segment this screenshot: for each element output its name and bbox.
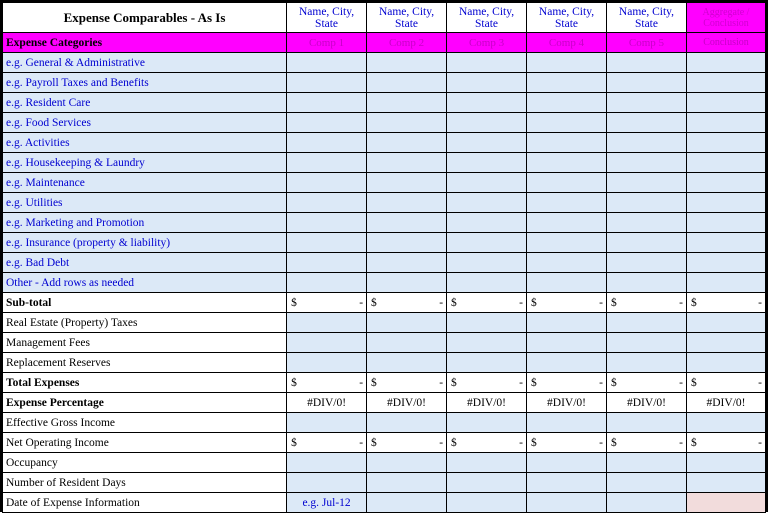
summary-value-aggregate[interactable] bbox=[686, 453, 765, 473]
summary-value-comp-5[interactable] bbox=[607, 453, 687, 473]
summary-value-comp-4[interactable] bbox=[527, 353, 607, 373]
category-value-comp-1[interactable] bbox=[287, 173, 367, 193]
category-value-comp-1[interactable] bbox=[287, 273, 367, 293]
category-value-comp-5[interactable] bbox=[607, 233, 687, 253]
category-row bbox=[3, 113, 766, 133]
summary-value-comp-1[interactable] bbox=[287, 353, 367, 373]
category-value-comp-3[interactable] bbox=[447, 193, 527, 213]
category-value-comp-3[interactable] bbox=[447, 273, 527, 293]
category-value-comp-4[interactable] bbox=[527, 93, 607, 113]
summary-value-comp-2[interactable] bbox=[367, 453, 447, 473]
summary-row bbox=[3, 453, 766, 473]
summary-value-comp-3[interactable] bbox=[447, 413, 527, 433]
category-value-comp-1[interactable] bbox=[287, 193, 367, 213]
summary-value-comp-4[interactable]: $ - bbox=[527, 293, 607, 313]
category-row bbox=[3, 133, 766, 153]
category-label[interactable]: e.g. General & Administrative bbox=[3, 53, 287, 73]
summary-value-comp-3[interactable] bbox=[447, 313, 527, 333]
summary-value-aggregate[interactable] bbox=[686, 333, 765, 353]
sheet-title: Expense Comparables - As Is bbox=[3, 3, 287, 33]
category-value-comp-3[interactable] bbox=[447, 173, 527, 193]
summary-value-comp-2[interactable] bbox=[367, 353, 447, 373]
summary-value-comp-4[interactable]: $ - bbox=[527, 373, 607, 393]
summary-value-aggregate[interactable]: $ - bbox=[686, 373, 765, 393]
aggregate-tag: Conclusion bbox=[686, 33, 765, 53]
aggregate-header[interactable]: Aggregate / Conclusion bbox=[686, 3, 765, 33]
category-label[interactable]: e.g. Maintenance bbox=[3, 173, 287, 193]
category-value-aggregate[interactable] bbox=[686, 93, 765, 113]
category-label[interactable]: e.g. Payroll Taxes and Benefits bbox=[3, 73, 287, 93]
summary-value-comp-5[interactable] bbox=[607, 413, 687, 433]
comp-header-4[interactable]: Name, City, State bbox=[527, 3, 607, 33]
summary-value-comp-3[interactable] bbox=[447, 453, 527, 473]
summary-label[interactable]: Total Expenses bbox=[3, 373, 287, 393]
category-value-comp-3[interactable] bbox=[447, 233, 527, 253]
summary-value-comp-4[interactable] bbox=[527, 453, 607, 473]
category-value-comp-2[interactable] bbox=[367, 153, 447, 173]
category-row bbox=[3, 213, 766, 233]
summary-label[interactable]: Net Operating Income bbox=[3, 433, 287, 453]
category-label[interactable]: e.g. Marketing and Promotion bbox=[3, 213, 287, 233]
date-value-comp-5[interactable] bbox=[607, 493, 687, 513]
summary-value-comp-5[interactable]: $ - bbox=[607, 373, 687, 393]
category-value-comp-1[interactable] bbox=[287, 73, 367, 93]
summary-value-comp-2[interactable]: $ - bbox=[367, 433, 447, 453]
category-label[interactable]: e.g. Bad Debt bbox=[3, 253, 287, 273]
category-value-comp-5[interactable] bbox=[607, 93, 687, 113]
summary-value-comp-1[interactable]: #DIV/0! bbox=[287, 393, 367, 413]
summary-label[interactable]: Occupancy bbox=[3, 453, 287, 473]
summary-value-comp-1[interactable]: $ - bbox=[287, 433, 367, 453]
category-label[interactable]: e.g. Food Services bbox=[3, 113, 287, 133]
summary-label[interactable]: Real Estate (Property) Taxes bbox=[3, 313, 287, 333]
category-value-aggregate[interactable] bbox=[686, 273, 765, 293]
category-value-comp-4[interactable] bbox=[527, 253, 607, 273]
summary-value-comp-3[interactable]: #DIV/0! bbox=[447, 393, 527, 413]
summary-value-comp-5[interactable]: $ - bbox=[607, 293, 687, 313]
summary-value-comp-1[interactable] bbox=[287, 473, 367, 493]
summary-row bbox=[3, 393, 766, 413]
category-value-comp-1[interactable] bbox=[287, 233, 367, 253]
expense-categories-header-row bbox=[3, 33, 766, 53]
summary-value-comp-2[interactable] bbox=[367, 413, 447, 433]
comp-header-2[interactable]: Name, City, State bbox=[367, 3, 447, 33]
summary-value-comp-5[interactable] bbox=[607, 473, 687, 493]
category-value-comp-3[interactable] bbox=[447, 53, 527, 73]
category-value-comp-4[interactable] bbox=[527, 273, 607, 293]
category-value-comp-4[interactable] bbox=[527, 73, 607, 93]
category-label[interactable]: Other - Add rows as needed bbox=[3, 273, 287, 293]
summary-value-aggregate[interactable]: $ - bbox=[686, 293, 765, 313]
comp-tag-3: Comp 3 bbox=[447, 33, 527, 53]
category-row bbox=[3, 253, 766, 273]
category-row bbox=[3, 233, 766, 253]
category-value-aggregate[interactable] bbox=[686, 113, 765, 133]
summary-row bbox=[3, 353, 766, 373]
category-value-comp-5[interactable] bbox=[607, 173, 687, 193]
summary-value-aggregate[interactable]: $ - bbox=[686, 433, 765, 453]
summary-value-aggregate[interactable]: #DIV/0! bbox=[686, 393, 765, 413]
summary-value-comp-2[interactable] bbox=[367, 473, 447, 493]
category-value-comp-3[interactable] bbox=[447, 133, 527, 153]
summary-label[interactable]: Management Fees bbox=[3, 333, 287, 353]
category-value-aggregate[interactable] bbox=[686, 153, 765, 173]
category-row bbox=[3, 173, 766, 193]
category-value-comp-5[interactable] bbox=[607, 153, 687, 173]
summary-row bbox=[3, 293, 766, 313]
summary-value-comp-5[interactable] bbox=[607, 313, 687, 333]
category-value-comp-5[interactable] bbox=[607, 113, 687, 133]
category-row bbox=[3, 193, 766, 213]
category-value-aggregate[interactable] bbox=[686, 133, 765, 153]
category-row bbox=[3, 153, 766, 173]
summary-value-comp-1[interactable] bbox=[287, 313, 367, 333]
category-value-comp-5[interactable] bbox=[607, 253, 687, 273]
category-value-comp-2[interactable] bbox=[367, 253, 447, 273]
comp-tag-1: Comp 1 bbox=[287, 33, 367, 53]
summary-value-comp-3[interactable]: $ - bbox=[447, 293, 527, 313]
date-value-comp-3[interactable] bbox=[447, 493, 527, 513]
category-value-aggregate[interactable] bbox=[686, 73, 765, 93]
category-value-aggregate[interactable] bbox=[686, 53, 765, 73]
category-row bbox=[3, 93, 766, 113]
date-value-comp-2[interactable] bbox=[367, 493, 447, 513]
summary-value-comp-4[interactable] bbox=[527, 413, 607, 433]
category-value-comp-2[interactable] bbox=[367, 273, 447, 293]
category-label[interactable]: e.g. Housekeeping & Laundry bbox=[3, 153, 287, 173]
summary-value-aggregate[interactable] bbox=[686, 413, 765, 433]
comp-header-5[interactable]: Name, City, State bbox=[607, 3, 687, 33]
category-value-comp-2[interactable] bbox=[367, 113, 447, 133]
comp-tag-4: Comp 4 bbox=[527, 33, 607, 53]
category-value-comp-3[interactable] bbox=[447, 253, 527, 273]
summary-value-comp-2[interactable]: $ - bbox=[367, 293, 447, 313]
category-label[interactable]: e.g. Activities bbox=[3, 133, 287, 153]
category-value-comp-4[interactable] bbox=[527, 113, 607, 133]
category-value-aggregate[interactable] bbox=[686, 213, 765, 233]
header-row bbox=[3, 3, 766, 33]
category-value-comp-4[interactable] bbox=[527, 193, 607, 213]
category-value-comp-1[interactable] bbox=[287, 213, 367, 233]
category-value-comp-4[interactable] bbox=[527, 53, 607, 73]
category-value-comp-4[interactable] bbox=[527, 153, 607, 173]
summary-value-aggregate[interactable] bbox=[686, 473, 765, 493]
comp-tag-5: Comp 5 bbox=[607, 33, 687, 53]
summary-row bbox=[3, 333, 766, 353]
category-value-comp-4[interactable] bbox=[527, 173, 607, 193]
category-value-comp-3[interactable] bbox=[447, 113, 527, 133]
expense-comparables-table bbox=[2, 2, 766, 513]
summary-value-comp-1[interactable] bbox=[287, 333, 367, 353]
category-value-comp-2[interactable] bbox=[367, 93, 447, 113]
category-value-comp-2[interactable] bbox=[367, 193, 447, 213]
comp-header-3[interactable]: Name, City, State bbox=[447, 3, 527, 33]
category-value-comp-2[interactable] bbox=[367, 173, 447, 193]
category-row bbox=[3, 53, 766, 73]
category-value-comp-4[interactable] bbox=[527, 213, 607, 233]
date-value-comp-4[interactable] bbox=[527, 493, 607, 513]
summary-value-comp-2[interactable] bbox=[367, 333, 447, 353]
date-row bbox=[3, 493, 766, 513]
summary-row bbox=[3, 373, 766, 393]
summary-value-comp-5[interactable]: #DIV/0! bbox=[607, 393, 687, 413]
summary-value-comp-1[interactable]: $ - bbox=[287, 293, 367, 313]
summary-value-comp-1[interactable] bbox=[287, 453, 367, 473]
summary-label[interactable]: Replacement Reserves bbox=[3, 353, 287, 373]
summary-value-comp-5[interactable] bbox=[607, 353, 687, 373]
category-value-aggregate[interactable] bbox=[686, 173, 765, 193]
category-value-comp-4[interactable] bbox=[527, 233, 607, 253]
date-value-aggregate[interactable] bbox=[686, 493, 765, 513]
category-value-aggregate[interactable] bbox=[686, 193, 765, 213]
date-value-comp-1[interactable]: e.g. Jul-12 bbox=[287, 493, 367, 513]
summary-value-comp-1[interactable]: $ - bbox=[287, 373, 367, 393]
summary-value-comp-2[interactable]: $ - bbox=[367, 373, 447, 393]
category-label[interactable]: e.g. Insurance (property & liability) bbox=[3, 233, 287, 253]
summary-label[interactable]: Effective Gross Income bbox=[3, 413, 287, 433]
summary-value-comp-5[interactable] bbox=[607, 333, 687, 353]
category-value-comp-1[interactable] bbox=[287, 113, 367, 133]
comp-tag-2: Comp 2 bbox=[367, 33, 447, 53]
summary-row bbox=[3, 313, 766, 333]
category-value-comp-2[interactable] bbox=[367, 213, 447, 233]
summary-value-comp-2[interactable]: #DIV/0! bbox=[367, 393, 447, 413]
category-row bbox=[3, 273, 766, 293]
category-value-comp-1[interactable] bbox=[287, 153, 367, 173]
expense-categories-label: Expense Categories bbox=[3, 33, 287, 53]
summary-value-comp-3[interactable]: $ - bbox=[447, 373, 527, 393]
category-value-comp-5[interactable] bbox=[607, 133, 687, 153]
category-value-comp-5[interactable] bbox=[607, 273, 687, 293]
summary-value-comp-4[interactable]: #DIV/0! bbox=[527, 393, 607, 413]
category-value-comp-2[interactable] bbox=[367, 73, 447, 93]
category-value-comp-5[interactable] bbox=[607, 213, 687, 233]
summary-row bbox=[3, 413, 766, 433]
category-value-comp-2[interactable] bbox=[367, 233, 447, 253]
summary-label[interactable]: Sub-total bbox=[3, 293, 287, 313]
category-value-comp-5[interactable] bbox=[607, 53, 687, 73]
category-value-comp-1[interactable] bbox=[287, 53, 367, 73]
category-value-comp-3[interactable] bbox=[447, 213, 527, 233]
category-value-comp-2[interactable] bbox=[367, 133, 447, 153]
category-value-comp-1[interactable] bbox=[287, 93, 367, 113]
summary-value-aggregate[interactable] bbox=[686, 313, 765, 333]
category-value-aggregate[interactable] bbox=[686, 233, 765, 253]
category-value-comp-1[interactable] bbox=[287, 253, 367, 273]
category-value-comp-3[interactable] bbox=[447, 153, 527, 173]
category-value-comp-4[interactable] bbox=[527, 133, 607, 153]
category-value-comp-3[interactable] bbox=[447, 73, 527, 93]
date-label[interactable]: Date of Expense Information bbox=[3, 493, 287, 513]
category-label[interactable]: e.g. Resident Care bbox=[3, 93, 287, 113]
summary-row bbox=[3, 433, 766, 453]
summary-value-comp-3[interactable] bbox=[447, 473, 527, 493]
summary-value-comp-4[interactable] bbox=[527, 333, 607, 353]
summary-label[interactable]: Number of Resident Days bbox=[3, 473, 287, 493]
summary-value-comp-4[interactable] bbox=[527, 313, 607, 333]
category-value-comp-3[interactable] bbox=[447, 93, 527, 113]
summary-value-comp-3[interactable]: $ - bbox=[447, 433, 527, 453]
summary-value-comp-1[interactable] bbox=[287, 413, 367, 433]
summary-value-comp-5[interactable]: $ - bbox=[607, 433, 687, 453]
category-row bbox=[3, 73, 766, 93]
category-value-aggregate[interactable] bbox=[686, 253, 765, 273]
category-label[interactable]: e.g. Utilities bbox=[3, 193, 287, 213]
summary-value-comp-4[interactable] bbox=[527, 473, 607, 493]
summary-value-comp-4[interactable]: $ - bbox=[527, 433, 607, 453]
category-value-comp-1[interactable] bbox=[287, 133, 367, 153]
summary-value-aggregate[interactable] bbox=[686, 353, 765, 373]
summary-label[interactable]: Expense Percentage bbox=[3, 393, 287, 413]
summary-value-comp-2[interactable] bbox=[367, 313, 447, 333]
summary-value-comp-3[interactable] bbox=[447, 333, 527, 353]
category-value-comp-5[interactable] bbox=[607, 73, 687, 93]
category-value-comp-2[interactable] bbox=[367, 53, 447, 73]
comp-header-1[interactable]: Name, City, State bbox=[287, 3, 367, 33]
summary-row bbox=[3, 473, 766, 493]
category-value-comp-5[interactable] bbox=[607, 193, 687, 213]
summary-value-comp-3[interactable] bbox=[447, 353, 527, 373]
